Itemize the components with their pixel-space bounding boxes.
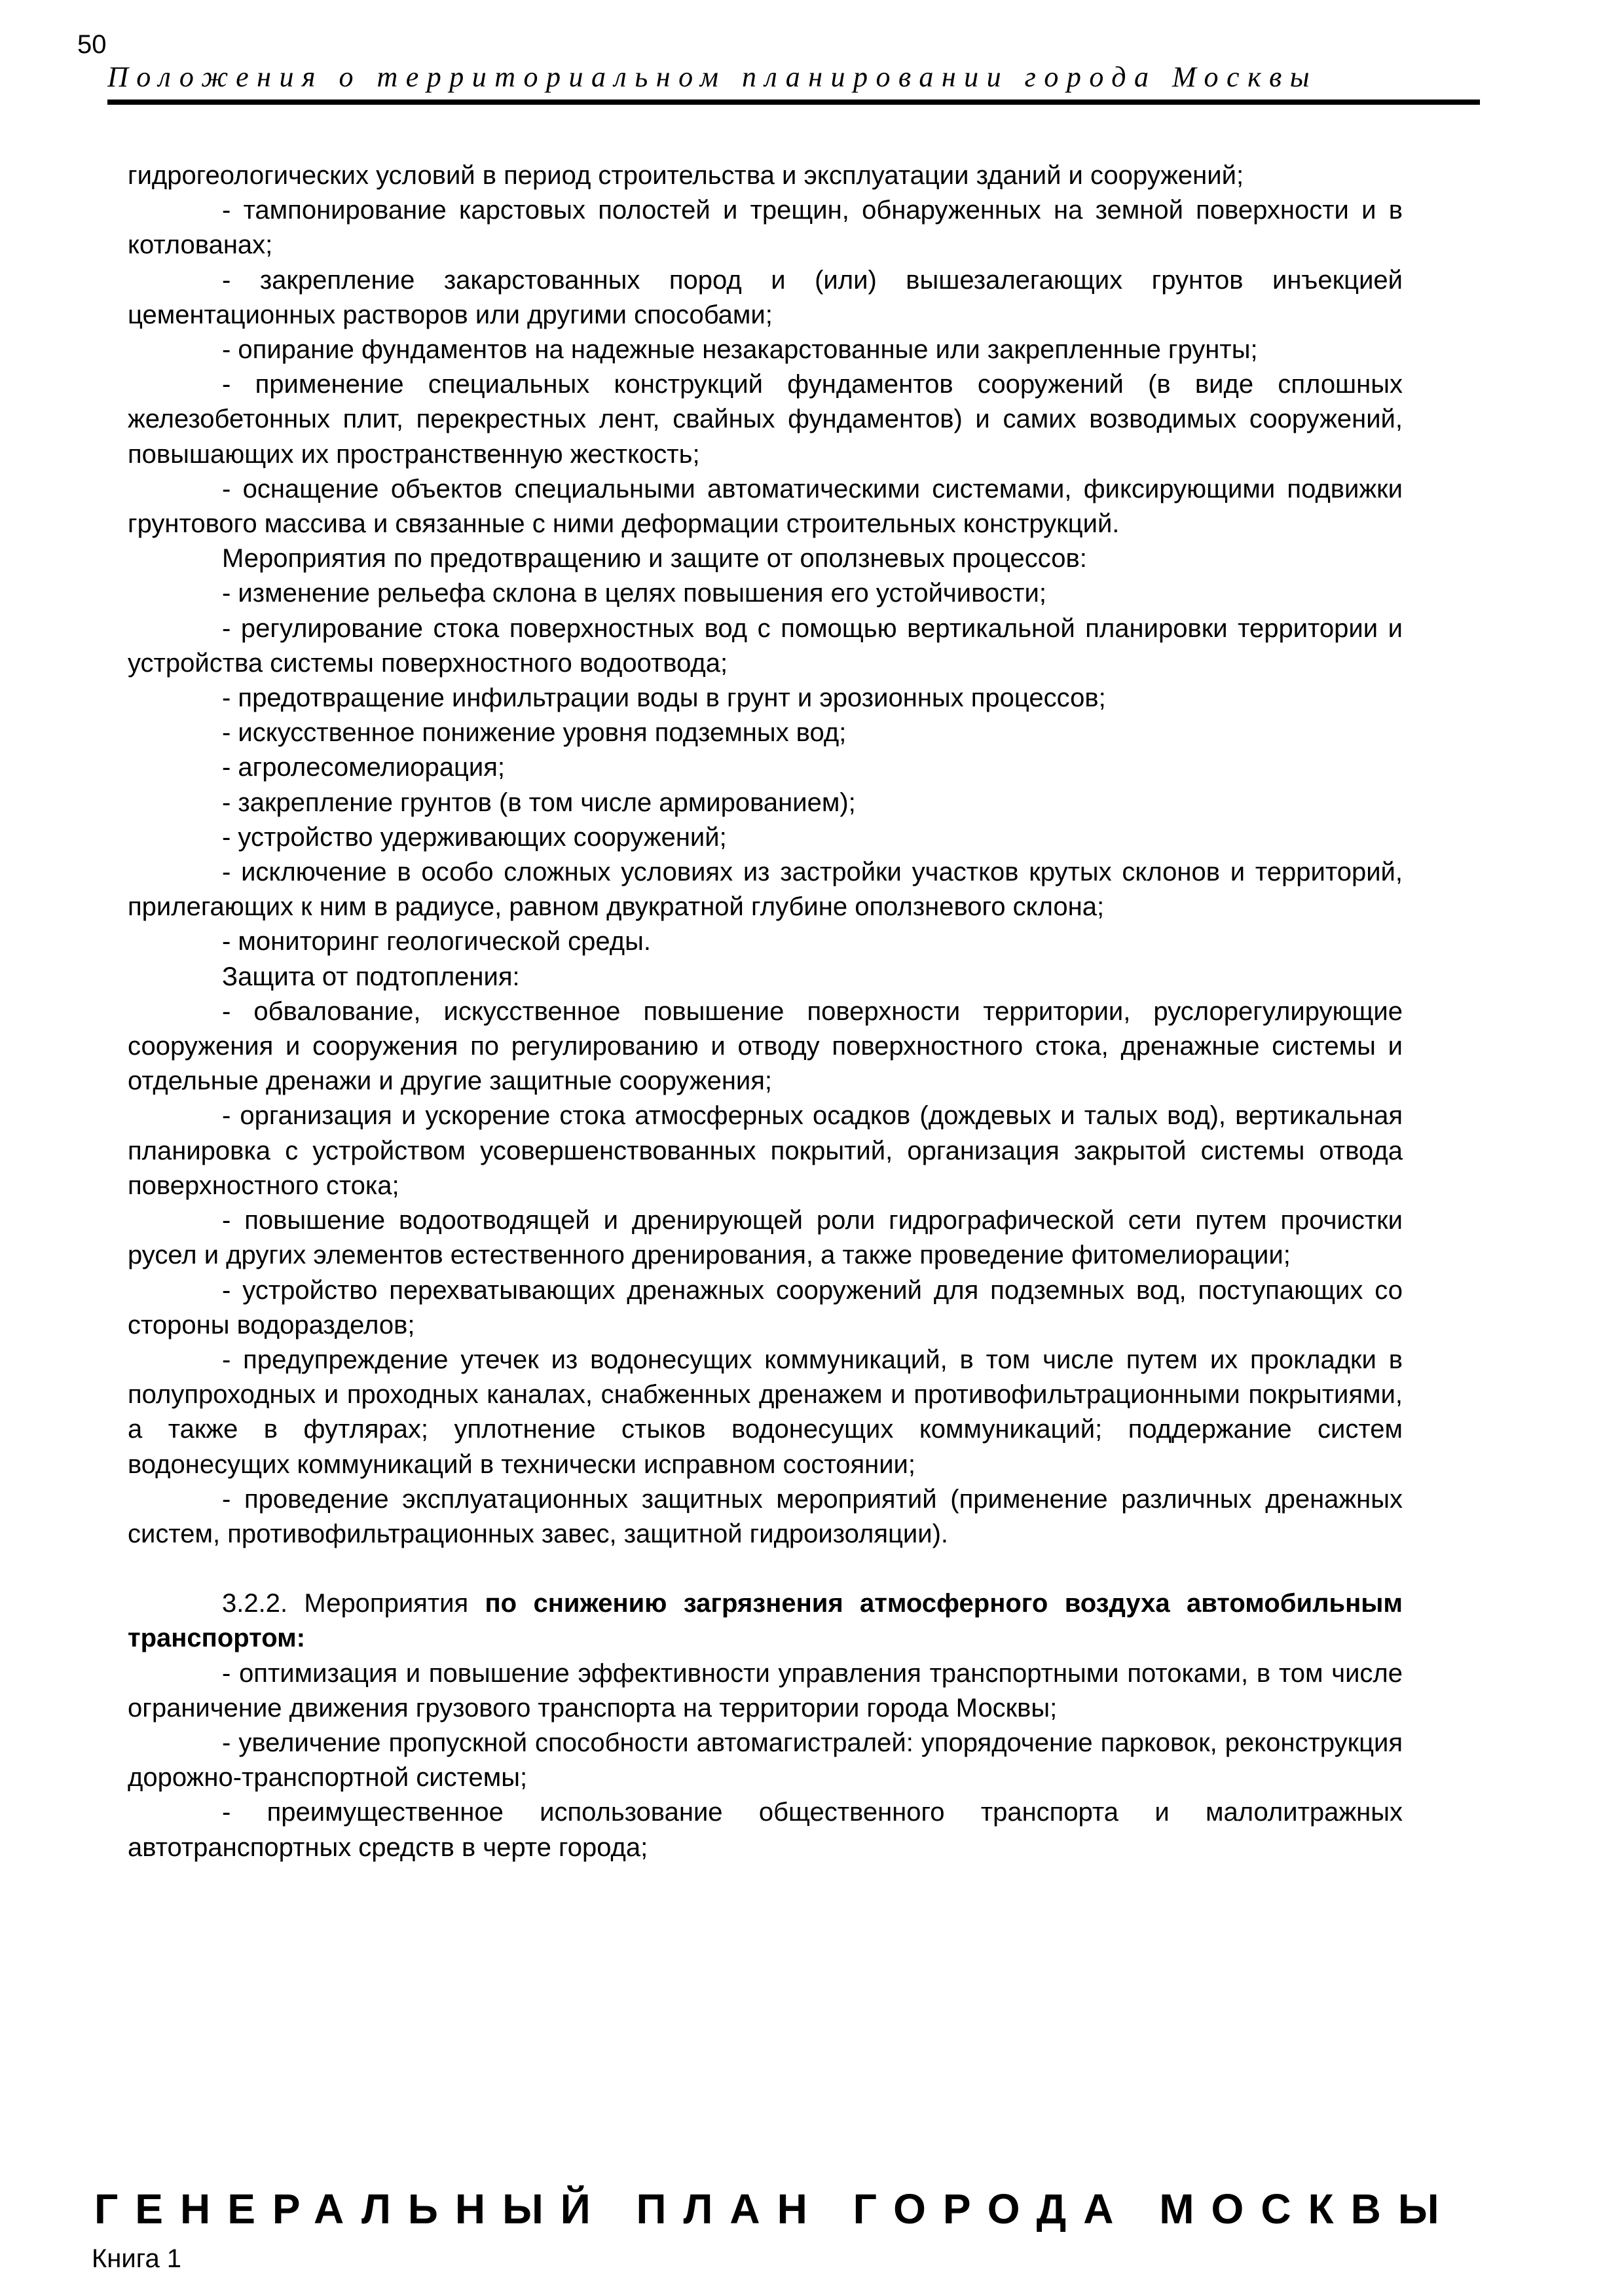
paragraph-continuation: гидрогеологических условий в период строительства и эксплуатации зданий и сооружений;: [128, 161, 1244, 190]
list-item: - устройство удерживающих сооружений;: [222, 822, 727, 852]
header-rule: [107, 100, 1480, 105]
list-item: - увеличение пропускной способности автомагистралей: упорядочение парковок, реконструкция дорожно-транспортной системы;: [128, 1728, 1403, 1793]
list-item: - агролесомелиорация;: [222, 753, 506, 782]
list-item: - применение специальных конструкций фундаментов сооружений (в виде сплошных железобетонных плит, перекрестных лент, свайных фундаментов) и самих возводимых сооружений, повышающих их пространственную жесткость;: [128, 370, 1403, 469]
list-item: - закрепление закарстованных пород и (или) вышезалегающих грунтов инъекцией цементационных растворов или другими способами;: [128, 265, 1403, 329]
list-item: - организация и ускорение стока атмосферных осадков (дождевых и талых вод), вертикальная планировка с устройством усовершенствованных покрытий, организация закрытой системы отвода поверхностного стока;: [128, 1101, 1403, 1200]
list-item: - устройство перехватывающих дренажных сооружений для подземных вод, поступающих со стороны водоразделов;: [128, 1275, 1403, 1339]
subsection-heading: Защита от подтопления:: [222, 962, 520, 991]
list-item: - предупреждение утечек из водонесущих коммуникаций, в том числе путем их прокладки в полупроходных и проходных каналах, снабженных дренажем и противофильтрационными покрытиями, а также в футлярах; уплотнение стыков водонесущих коммуникаций; поддержание систем водонесущих коммуникаций в технически исправном состоянии;: [128, 1345, 1403, 1479]
list-item: - мониторинг геологической среды.: [222, 927, 651, 957]
list-item: - тампонирование карстовых полостей и трещин, обнаруженных на земной поверхности и в котлованах;: [128, 196, 1403, 260]
list-item: - предотвращение инфильтрации воды в грунт и эрозионных процессов;: [222, 683, 1106, 713]
list-item: - оптимизация и повышение эффективности управления транспортными потоками, в том числе ограничение движения грузового транспорта на территории города Москвы;: [128, 1658, 1403, 1722]
list-item: - исключение в особо сложных условиях из застройки участков крутых склонов и территорий, прилегающих к ним в радиусе, равном двукратной глубине оползневого склона;: [128, 858, 1403, 922]
running-header: Положения о территориальном планировании города Москвы: [107, 61, 1318, 93]
list-item: - оснащение объектов специальными автоматическими системами, фиксирующими подвижки грунтового массива и связанные с ними деформации строительных конструкций.: [128, 474, 1403, 539]
list-item: - проведение эксплуатационных защитных мероприятий (применение различных дренажных систем, противофильтрационных завес, защитной гидроизоляции).: [128, 1484, 1403, 1548]
section-title-rest: по снижению загрязнения атмосферного воздуха автомобильным транспортом:: [128, 1589, 1403, 1653]
list-item: - повышение водоотводящей и дренирующей роли гидрографической сети путем прочистки русел и других элементов естественного дренирования, а также проведение фитомелиорации;: [128, 1206, 1403, 1270]
list-item: - закрепление грунтов (в том числе армированием);: [222, 788, 856, 817]
section-title-start: Мероприятия: [304, 1589, 469, 1618]
list-item: - регулирование стока поверхностных вод с помощью вертикальной планировки территории и устройства системы поверхностного водоотвода;: [128, 613, 1403, 678]
subsection-heading: Мероприятия по предотвращению и защите от оползневых процессов:: [222, 544, 1087, 574]
list-item: - преимущественное использование общественного транспорта и малолитражных автотранспортных средств в черте города;: [128, 1798, 1403, 1862]
footer-book-label: Книга 1: [92, 2244, 182, 2273]
list-item: - опирание фундаментов на надежные незакарстованные или закрепленные грунты;: [222, 335, 1258, 365]
list-item: - обвалование, искусственное повышение поверхности территории, руслорегулирующие сооружения и сооружения по регулированию и отводу поверхностного стока, дренажные системы и отдельные дренажи и другие защитные сооружения;: [128, 996, 1403, 1096]
list-item: - искусственное понижение уровня подземных вод;: [222, 718, 847, 748]
list-item: - изменение рельефа склона в целях повышения его устойчивости;: [222, 579, 1046, 608]
section-number: 3.2.2.: [222, 1589, 288, 1618]
document-body: [128, 158, 1403, 1865]
footer-title: ГЕНЕРАЛЬНЫЙ ПЛАН ГОРОДА МОСКВЫ: [94, 2185, 1456, 2232]
section-heading: [128, 1586, 1403, 1656]
page-number: 50: [77, 30, 107, 59]
